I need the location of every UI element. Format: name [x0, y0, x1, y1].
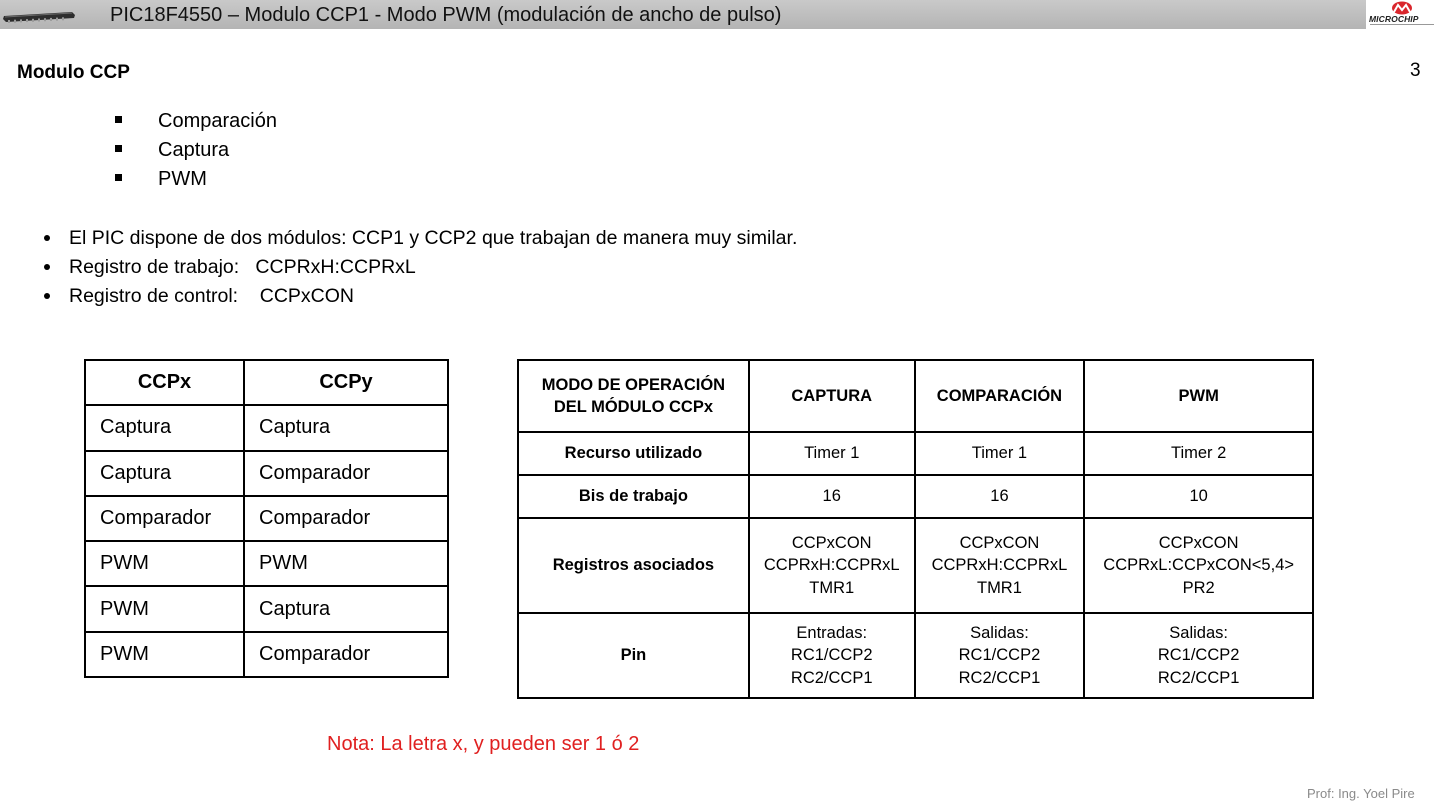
cell-line: CCPxCON	[1158, 533, 1239, 552]
table-cell: 16	[915, 475, 1085, 518]
author-credit: Prof: Ing. Yoel Pire	[1307, 786, 1415, 801]
list-item: PWM	[113, 166, 277, 195]
table-cell: Comparador	[244, 451, 448, 496]
header-bar	[0, 0, 1440, 29]
table-cell: PWM	[85, 586, 244, 631]
column-header-pwm: PWM	[1084, 360, 1313, 432]
cell-line: RC2/CCP1	[958, 668, 1041, 687]
table-row	[85, 632, 448, 677]
table-cell: Timer 1	[749, 432, 915, 475]
cell-line: CCPRxL:CCPxCON<5,4>	[1103, 556, 1295, 575]
table-cell: Captura	[244, 405, 448, 450]
table-row	[518, 475, 1313, 518]
list-item: Comparación	[113, 108, 277, 137]
table-cell	[915, 613, 1085, 698]
cell-line: TMR1	[976, 578, 1022, 597]
table-cell	[1084, 613, 1313, 698]
list-item: Captura	[113, 137, 277, 166]
cell-line: Salidas:	[1169, 623, 1228, 642]
cell-line: CCPxCON	[959, 533, 1040, 552]
table-cell	[1084, 518, 1313, 613]
cell-line: CCPRxH:CCPRxL	[763, 556, 900, 575]
table-cell: Timer 2	[1084, 432, 1313, 475]
table-row	[85, 541, 448, 586]
cell-line: PR2	[1182, 578, 1215, 597]
table-cell: Comparador	[244, 632, 448, 677]
table-row	[85, 451, 448, 496]
list-item: El PIC dispone de dos módulos: CCP1 y CCP2 que trabajan de manera muy similar.	[41, 225, 797, 254]
table-row	[518, 518, 1313, 613]
cell-line: RC2/CCP1	[790, 668, 873, 687]
logo-text: MICROCHIP	[1369, 14, 1419, 24]
cell-line: RC2/CCP1	[1157, 668, 1240, 687]
row-label: Recurso utilizado	[518, 432, 749, 475]
operation-mode-table	[517, 359, 1314, 699]
row-label: Bis de trabajo	[518, 475, 749, 518]
table-row	[85, 586, 448, 631]
table-cell: Comparador	[85, 496, 244, 541]
cell-line: RC1/CCP2	[790, 646, 873, 665]
cell-line: Entradas:	[796, 623, 868, 642]
ccp-combination-table	[84, 359, 449, 678]
column-header-mode	[518, 360, 749, 432]
table-cell	[749, 613, 915, 698]
table-cell: 10	[1084, 475, 1313, 518]
header-line: DEL MÓDULO CCPx	[553, 398, 714, 416]
cell-line: Salidas:	[970, 623, 1029, 642]
page-number: 3	[1410, 60, 1421, 81]
table-cell: Captura	[85, 451, 244, 496]
ic-chip-icon	[2, 10, 76, 23]
column-header-compare: COMPARACIÓN	[915, 360, 1085, 432]
table-cell: PWM	[85, 632, 244, 677]
section-title: Modulo CCP	[17, 62, 130, 83]
cell-line: RC1/CCP2	[958, 646, 1041, 665]
header-line: MODO DE OPERACIÓN	[541, 375, 726, 394]
table-cell: Captura	[85, 405, 244, 450]
table-cell: Captura	[244, 586, 448, 631]
row-label: Registros asociados	[518, 518, 749, 613]
cell-line: TMR1	[809, 578, 855, 597]
column-header-capture: CAPTURA	[749, 360, 915, 432]
table-row	[518, 432, 1313, 475]
table-cell: PWM	[244, 541, 448, 586]
table-header-row	[518, 360, 1313, 432]
bullet-list	[41, 225, 797, 312]
table-cell	[915, 518, 1085, 613]
table-header-row	[85, 360, 448, 405]
microchip-logo	[1366, 0, 1440, 29]
table-cell: 16	[749, 475, 915, 518]
modes-list	[113, 108, 277, 195]
table-cell: Timer 1	[915, 432, 1085, 475]
table-row	[85, 496, 448, 541]
list-item: Registro de trabajo: CCPRxH:CCPRxL	[41, 254, 797, 283]
table-row	[85, 405, 448, 450]
cell-line: CCPRxH:CCPRxL	[931, 556, 1068, 575]
note-text: Nota: La letra x, y pueden ser 1 ó 2	[327, 733, 640, 755]
logo-tagline-rule	[1370, 24, 1434, 25]
table-row	[518, 613, 1313, 698]
column-header-ccpx: CCPx	[85, 360, 244, 405]
cell-line: RC1/CCP2	[1157, 646, 1240, 665]
table-cell	[749, 518, 915, 613]
table-cell: Comparador	[244, 496, 448, 541]
row-label: Pin	[518, 613, 749, 698]
list-item: Registro de control: CCPxCON	[41, 283, 797, 312]
cell-line: CCPxCON	[791, 533, 872, 552]
column-header-ccpy: CCPy	[244, 360, 448, 405]
table-cell: PWM	[85, 541, 244, 586]
header-title: PIC18F4550 – Modulo CCP1 - Modo PWM (modulación de ancho de pulso)	[110, 4, 782, 26]
microchip-logo-icon	[1391, 1, 1413, 15]
